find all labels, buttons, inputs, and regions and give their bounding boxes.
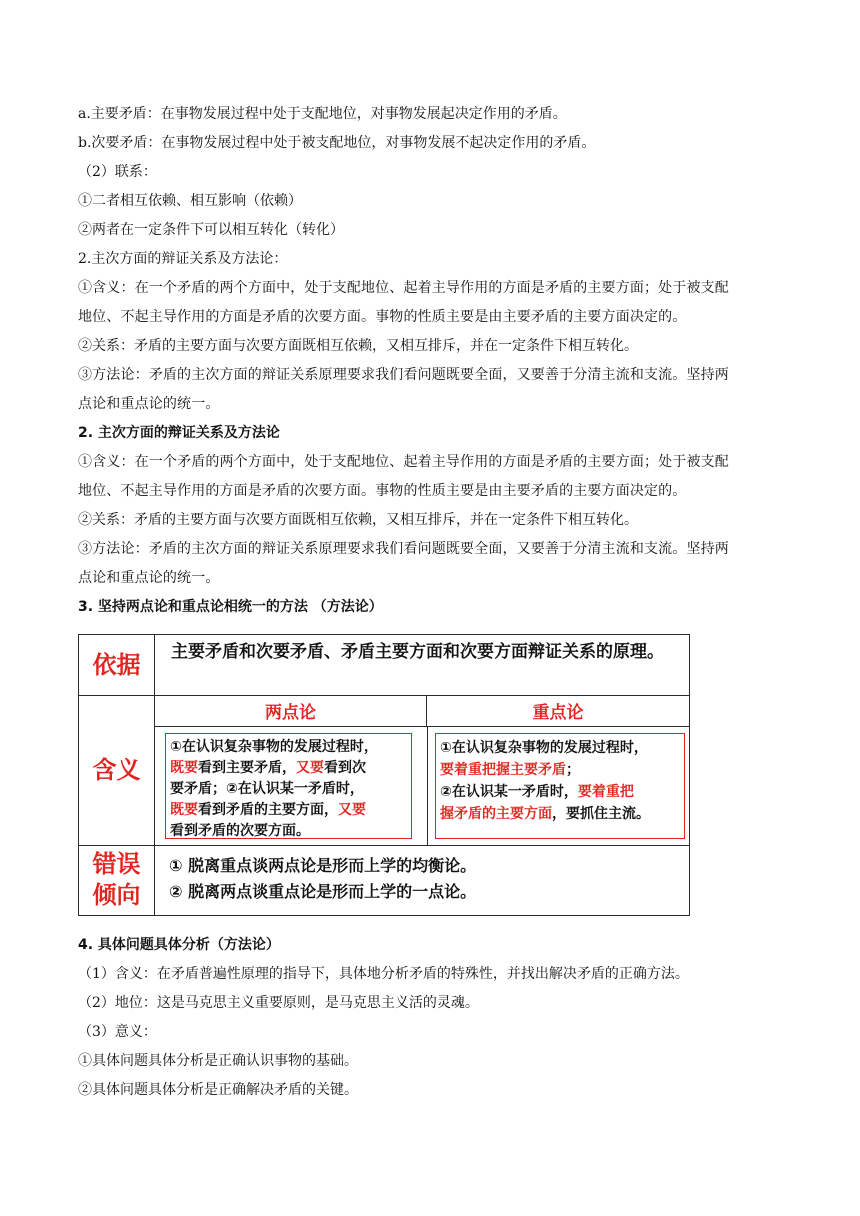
- two-point-text-5: 看到矛盾的主要方面，: [198, 802, 338, 818]
- section-4-significance-2: ②具体问题具体分析是正确解决矛盾的关键。: [78, 1082, 358, 1098]
- key-point-description: [435, 733, 685, 839]
- key-point-text-2: ；: [566, 762, 580, 778]
- section-2-relation: ②关系：矛盾的主要方面与次要方面既相互依赖，又相互排斥，并在一定条件下相互转化。: [78, 512, 638, 528]
- key-point-emphasis-1: 要着重把握主要矛盾: [440, 762, 566, 778]
- key-point-emphasis-3: 握矛盾的主要方面: [440, 806, 552, 822]
- section-4-significance-heading: （3）意义：: [78, 1024, 157, 1040]
- section-4-status: （2）地位：这是马克思主义重要原则，是马克思主义活的灵魂。: [78, 995, 479, 1011]
- two-point-text-4: 要矛盾；②在认识某一矛盾时，: [170, 781, 364, 797]
- section-2-meaning-line-1: ①含义：在一个矛盾的两个方面中，处于支配地位、起着主导作用的方面是矛盾的主要方面；处于被支配: [78, 454, 729, 470]
- basis-label: 依据: [79, 635, 155, 695]
- two-point-text-3: 看到次: [324, 760, 366, 776]
- two-point-emphasis-3: 既要: [170, 802, 198, 818]
- key-point-emphasis-2: 要着重把: [577, 784, 634, 800]
- document-body: [78, 100, 784, 622]
- section-2-method-paragraph: [78, 535, 784, 593]
- aspects-method-paragraph: [78, 361, 784, 419]
- principal-contradiction-definition: a.主要矛盾：在事物发展过程中处于支配地位，对事物发展起决定作用的矛盾。: [78, 106, 567, 122]
- aspects-method-line-1: ③方法论：矛盾的主次方面的辩证关系原理要求我们看问题既要全面，又要善于分清主流和支流。坚持两: [78, 367, 729, 383]
- diagram-error-row: [79, 845, 689, 915]
- aspects-method-line-2: 点论和重点论的统一。: [78, 396, 220, 412]
- two-point-description: [165, 733, 412, 839]
- key-point-text-4: ，要抓住主流。: [552, 806, 650, 822]
- section-4-meaning: （1）含义：在矛盾普遍性原理的指导下，具体地分析矛盾的特殊性，并找出解决矛盾的正确方法。: [78, 966, 689, 982]
- section-2-meaning-line-2: 地位、不起主导作用的方面是矛盾的次要方面。事物的性质主要是由主要矛盾的主要方面决定的。: [78, 483, 687, 499]
- diagram-basis-row: [79, 635, 689, 696]
- error-item-2: ② 脱离两点谈重点论是形而上学的一点论。: [169, 882, 477, 901]
- aspects-subheading: 2.主次方面的辩证关系及方法论：: [78, 251, 288, 267]
- aspects-meaning-line-2: 地位、不起主导作用的方面是矛盾的次要方面。事物的性质主要是由主要矛盾的主要方面决定的。: [78, 309, 687, 325]
- two-point-emphasis-1: 既要: [170, 760, 198, 776]
- error-tendency-label: [79, 845, 155, 915]
- section-3-heading: 3. 坚持两点论和重点论相统一的方法 （方法论）: [78, 599, 383, 615]
- two-point-text-2: 看到主要矛盾，: [198, 760, 296, 776]
- error-label-line-1: 错误: [92, 850, 141, 878]
- error-tendency-text: [169, 853, 669, 905]
- meaning-label: 含义: [79, 695, 155, 845]
- connection-item-2: ②两者在一定条件下可以相互转化（转化）: [78, 222, 344, 238]
- aspects-meaning-line-1: ①含义：在一个矛盾的两个方面中，处于支配地位、起着主导作用的方面是矛盾的主要方面；处于被支配: [78, 280, 729, 296]
- aspects-meaning-paragraph: [78, 274, 784, 332]
- basis-text: 主要矛盾和次要矛盾、矛盾主要方面和次要方面辩证关系的原理。: [171, 642, 664, 662]
- two-point-text-6: 看到矛盾的次要方面。: [170, 823, 310, 839]
- section-4-heading: 4. 具体问题具体分析（方法论）: [78, 937, 280, 953]
- secondary-contradiction-definition: b.次要矛盾：在事物发展过程中处于被支配地位，对事物发展不起决定作用的矛盾。: [78, 135, 596, 151]
- section-2-meaning-paragraph: [78, 448, 784, 506]
- section-4-significance-1: ①具体问题具体分析是正确认识事物的基础。: [78, 1053, 358, 1069]
- two-point-title: 两点论: [155, 695, 427, 727]
- section-2-heading: 2. 主次方面的辩证关系及方法论: [78, 425, 280, 441]
- two-point-text-1: ①在认识复杂事物的发展过程时，: [170, 739, 378, 755]
- error-label-line-2: 倾向: [92, 881, 141, 909]
- two-point-emphasis-4: 又要: [338, 802, 366, 818]
- aspects-relation: ②关系：矛盾的主要方面与次要方面既相互依赖，又相互排斥，并在一定条件下相互转化。: [78, 338, 638, 354]
- section-4: [78, 931, 784, 1105]
- section-2-method-line-2: 点论和重点论的统一。: [78, 570, 220, 586]
- section-2-method-line-1: ③方法论：矛盾的主次方面的辩证关系原理要求我们看问题既要全面，又要善于分清主流和支流。坚持两: [78, 541, 729, 557]
- key-point-title: 重点论: [427, 695, 689, 727]
- diagram-meaning-row: [79, 695, 689, 846]
- error-item-1: ① 脱离重点谈两点论是形而上学的均衡论。: [169, 856, 477, 875]
- two-point-key-point-diagram: [78, 634, 690, 916]
- two-point-emphasis-2: 又要: [296, 760, 324, 776]
- connection-heading: （2）联系：: [78, 164, 157, 180]
- column-divider: [427, 727, 428, 845]
- key-point-text-1: ①在认识复杂事物的发展过程时，: [440, 740, 648, 756]
- key-point-text-3: ②在认识某一矛盾时，: [440, 784, 578, 800]
- connection-item-1: ①二者相互依赖、相互影响（依赖）: [78, 193, 302, 209]
